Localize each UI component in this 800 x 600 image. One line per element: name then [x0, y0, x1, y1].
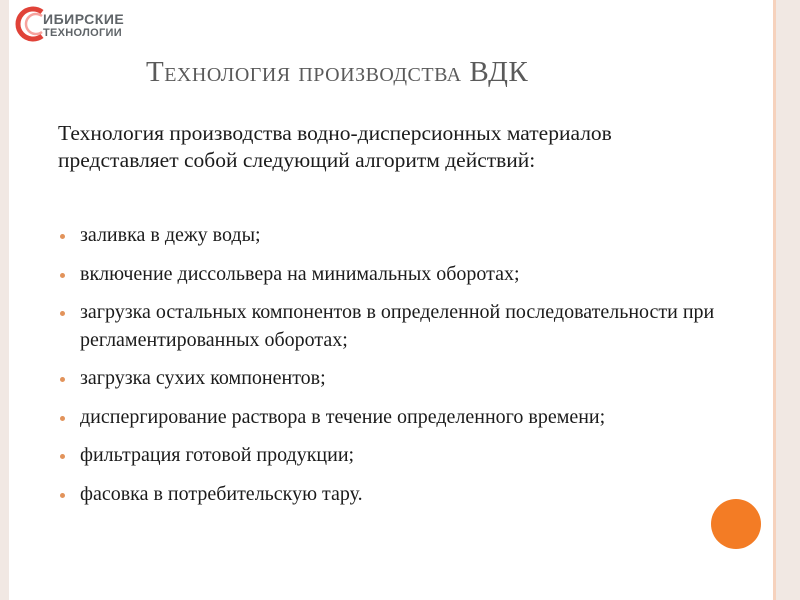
- logo-c-icon: [12, 4, 46, 44]
- bullet-dot-icon: [60, 493, 65, 498]
- list-item-text: диспергирование раствора в течение определенного времени;: [80, 405, 606, 428]
- list-item: [58, 261, 718, 289]
- list-item: [58, 365, 718, 393]
- list-item-text: загрузка сухих компонентов;: [80, 367, 326, 389]
- intro-paragraph: Технология производства водно-дисперсионных материалов представляет собой следующий алгоритм действий:: [58, 121, 612, 172]
- slide-title: Технология производства ВДК: [146, 56, 529, 88]
- bullet-dot-icon: [60, 234, 65, 239]
- list-item-text: заливка в дежу воды;: [80, 224, 261, 246]
- bullet-dot-icon: [60, 416, 65, 421]
- list-item: [58, 404, 718, 432]
- list-item-text: загрузка остальных компонентов в определенной последовательности при регламентированных оборотах;: [80, 301, 715, 351]
- list-item: [58, 481, 718, 509]
- list-item: [58, 299, 718, 354]
- list-item-text: фасовка в потребительскую тару.: [80, 482, 363, 505]
- logo-text-line1: ИБИРСКИЕ: [43, 11, 125, 27]
- bullet-dot-icon: [60, 454, 65, 459]
- bullet-dot-icon: [60, 273, 65, 278]
- bullet-dot-icon: [60, 377, 65, 382]
- bullet-list: [58, 222, 718, 519]
- list-item: [58, 442, 718, 470]
- logo-text-line2: ТЕХНОЛОГИИ: [43, 27, 122, 39]
- list-item: [58, 222, 718, 250]
- decorative-orange-circle: [711, 499, 761, 549]
- right-border-line: [773, 0, 776, 600]
- bullet-dot-icon: [60, 311, 65, 316]
- list-item-text: фильтрация готовой продукции;: [80, 444, 355, 466]
- company-logo: [12, 4, 152, 44]
- list-item-text: включение диссольвера на минимальных оборотах;: [80, 262, 520, 285]
